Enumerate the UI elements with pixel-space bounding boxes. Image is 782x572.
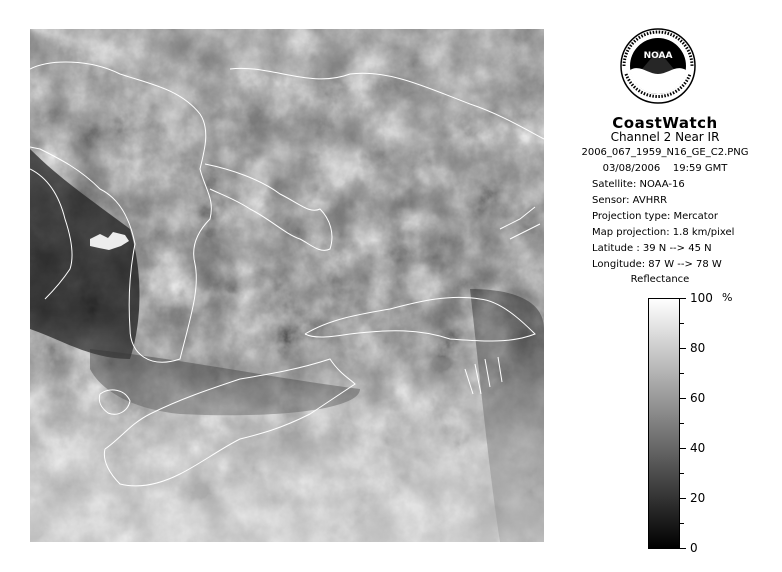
colorbar-tick-label: 0 <box>690 541 698 555</box>
satellite-info: Satellite: NOAA-16 <box>592 179 685 190</box>
colorbar <box>648 298 680 549</box>
channel-subtitle: Channel 2 Near IR <box>610 130 720 144</box>
colorbar-tick <box>680 498 686 499</box>
logo-text: NOAA <box>643 51 673 61</box>
colorbar-tick <box>680 298 686 299</box>
colorbar-tick-label: 20 <box>690 491 706 505</box>
noaa-logo <box>620 28 696 104</box>
colorbar-tick <box>680 448 686 449</box>
date-time: 03/08/2006 19:59 GMT <box>602 163 728 174</box>
colorbar-tick <box>680 398 686 399</box>
colorbar-tick <box>680 348 686 349</box>
latitude-info: Latitude : 39 N --> 45 N <box>592 243 712 254</box>
colorbar-tick <box>680 423 684 424</box>
satellite-image <box>30 29 544 542</box>
colorbar-unit: % <box>722 291 733 304</box>
projection-type-info: Projection type: Mercator <box>592 211 718 222</box>
colorbar-tick <box>680 373 684 374</box>
product-title: CoastWatch <box>612 114 718 132</box>
haze-overlay <box>30 29 544 542</box>
longitude-info: Longitude: 87 W --> 78 W <box>592 259 722 270</box>
colorbar-title: Reflectance <box>630 274 690 285</box>
colorbar-tick-label: 60 <box>690 391 706 405</box>
sensor-info: Sensor: AVHRR <box>592 195 668 206</box>
map-projection-info: Map projection: 1.8 km/pixel <box>592 227 735 238</box>
colorbar-tick <box>680 473 684 474</box>
colorbar-tick-label: 40 <box>690 441 706 455</box>
colorbar-tick-label: 100 <box>690 291 713 305</box>
colorbar-tick <box>680 548 686 549</box>
colorbar-tick <box>680 523 684 524</box>
file-name: 2006_067_1959_N16_GE_C2.PNG <box>581 147 749 158</box>
colorbar-tick <box>680 323 684 324</box>
colorbar-tick-label: 80 <box>690 341 706 355</box>
